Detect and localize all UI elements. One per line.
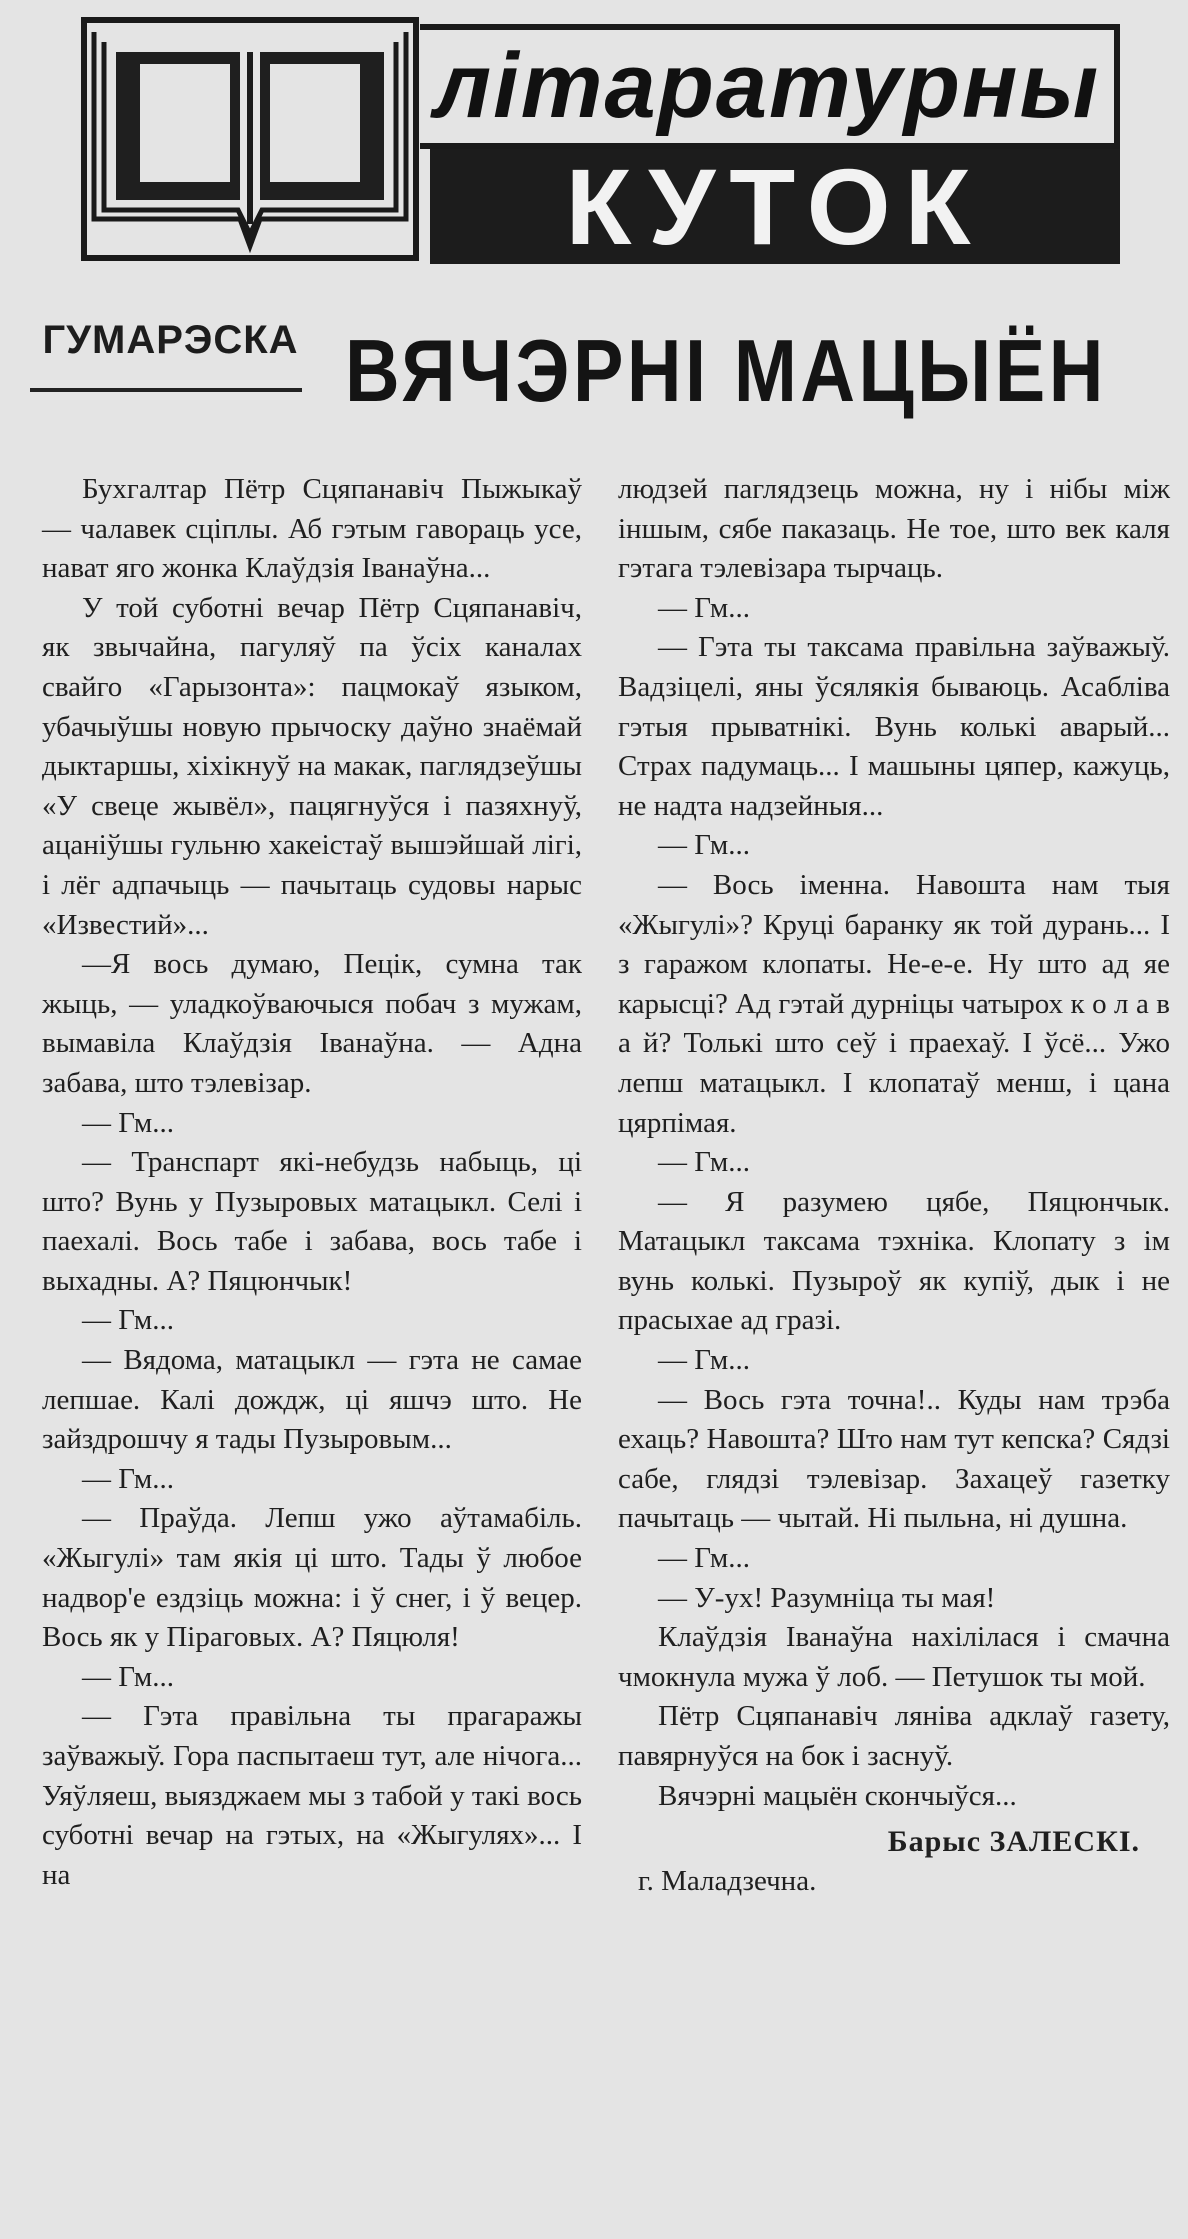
paragraph: Бухгалтар Пётр Сцяпанавіч Пыжыкаў — чалавек сціплы. Аб гэтым гавораць усе, нават яго жонка Клаўдзія Іванаўна... [42, 473, 582, 585]
paragraph: — Вось гэта точна!.. Куды нам трэба ехаць? Навошта? Што нам тут кепска? Сядзі сабе, глядзі тэлевізар. Захацеў газетку пачытаць — чытай. Ні пыльна, ні душна. [618, 1383, 1170, 1535]
paragraph: — Вядома, матацыкл — гэта не самае лепшае. Калі дождж, ці яшчэ што. Не зайздрошчу я тады Пузыровым... [42, 1344, 582, 1456]
right-text-column [618, 470, 1170, 1901]
masthead [80, 14, 1120, 267]
dialogue-reply: — Гм... [82, 1660, 175, 1693]
rubric-label: ГУМАРЭСКА [42, 318, 299, 362]
dialogue-reply: — Гм... [658, 591, 751, 624]
paragraph: — У-ух! Разумніца ты мая! [658, 1581, 996, 1614]
dialogue-reply: — Гм... [658, 1146, 751, 1179]
dialogue-reply: — Гм... [658, 1542, 751, 1575]
author-place: г. Маладзечна. [638, 1864, 817, 1897]
masthead-title-line1: літаратурны [420, 24, 1120, 149]
rubric-underline [30, 388, 302, 392]
dialogue-reply: — Гм... [82, 1462, 175, 1495]
paragraph: людзей паглядзець можна, ну і нібы між іншым, сябе паказаць. Не тое, што век каля гэтага тэлевізара тырчаць. [618, 473, 1170, 585]
paragraph: — Транспарт які-небудзь набыць, ці што? Вунь у Пузыровых матацыкл. Селі і паехалі. Вось табе і забава, вось табе і выхадны. А? Пяцюнчык! [42, 1146, 582, 1297]
masthead-title-line2: КУТОК [430, 149, 1120, 264]
right-column-body [618, 470, 1170, 1816]
paragraph: — Гэта ты таксама правільна заўважыў. Вадзіцелі, яны ўсялякія бываюць. Асабліва гэтыя прыватнікі. Вунь колькі аварый... Страх падумаць... І машыны цяпер, кажуць, не надта надзейныя... [618, 631, 1170, 822]
paragraph: У той суботні вечар Пётр Сцяпанавіч, як звычайна, пагуляў па ўсіх каналах свайго «Гарызонта»: пацмокаў языком, убачыўшы новую прычоску даўно знаёмай дыктаршы, хіхікнуў на макак, паглядзеўшы «У свеце жывёл», пацягнуўся і пазяхнуў, ацаніўшы гульню хакеістаў вышэйшай лігі, і лёг адпачыць — пачытаць судовы нарыс «Известий»... [42, 591, 582, 941]
paragraph: — Праўда. Лепш ужо аўтамабіль. «Жыгулі» там якія ці што. Тады ў любое надвор'е ездзіць можна: і ў снег, і ў вецер. Вось як у Піраговых. А? Пяцюля! [42, 1502, 582, 1654]
paragraph: Вячэрні мацыён скончыўся... [658, 1779, 1017, 1812]
paragraph: —Я вось думаю, Пецік, сумна так жыць, — уладкоўваючыся побач з мужам, вымавіла Клаўдзія Іванаўна. — Адна забава, што тэлевізар. [42, 948, 582, 1099]
paragraph: Клаўдзія Іванаўна нахілілася і смачна чмокнула мужа ў лоб. — Петушок ты мой. [618, 1621, 1170, 1693]
dialogue-reply: — Гм... [658, 1344, 751, 1377]
article-headline: ВЯЧЭРНІ МАЦЫЁН [345, 321, 1107, 420]
paragraph: Пётр Сцяпанавіч ляніва адклаў газету, павярнуўся на бок і заснуў. [618, 1700, 1170, 1772]
author-byline: Барыс ЗАЛЕСКІ. [887, 1825, 1140, 1859]
dialogue-reply: — Гм... [658, 829, 751, 862]
left-text-column [42, 470, 582, 1895]
paragraph: — Гэта правільна ты прагаражы заўважыў. Гора паспытаеш тут, але нічога... Уяўляеш, выязджаем мы з табой у такі вось суботні вечар на гэтых, на «Жыгулях»... І на [42, 1700, 582, 1891]
dialogue-reply: — Гм... [82, 1106, 175, 1139]
paragraph: — Вось іменна. Навошта нам тыя «Жыгулі»? Круці баранку як той дурань... І з гаражом клопаты. Не-е-е. Ну што ад яе карысці? Ад гэтай дурніцы чатырох к о л а в а й? Толькі што сеў і праехаў. І ўсё... Ужо лепш матацыкл. І клопатаў менш, і цана цярпімая. [618, 868, 1170, 1139]
paragraph: — Я разумею цябе, Пяцюнчык. Матацыкл таксама тэхніка. Клопату з ім вунь колькі. Пузыроў як купіў, дык і не прасыхае ад гразі. [618, 1185, 1170, 1337]
open-book-icon [80, 14, 420, 264]
dialogue-reply: — Гм... [82, 1304, 175, 1337]
